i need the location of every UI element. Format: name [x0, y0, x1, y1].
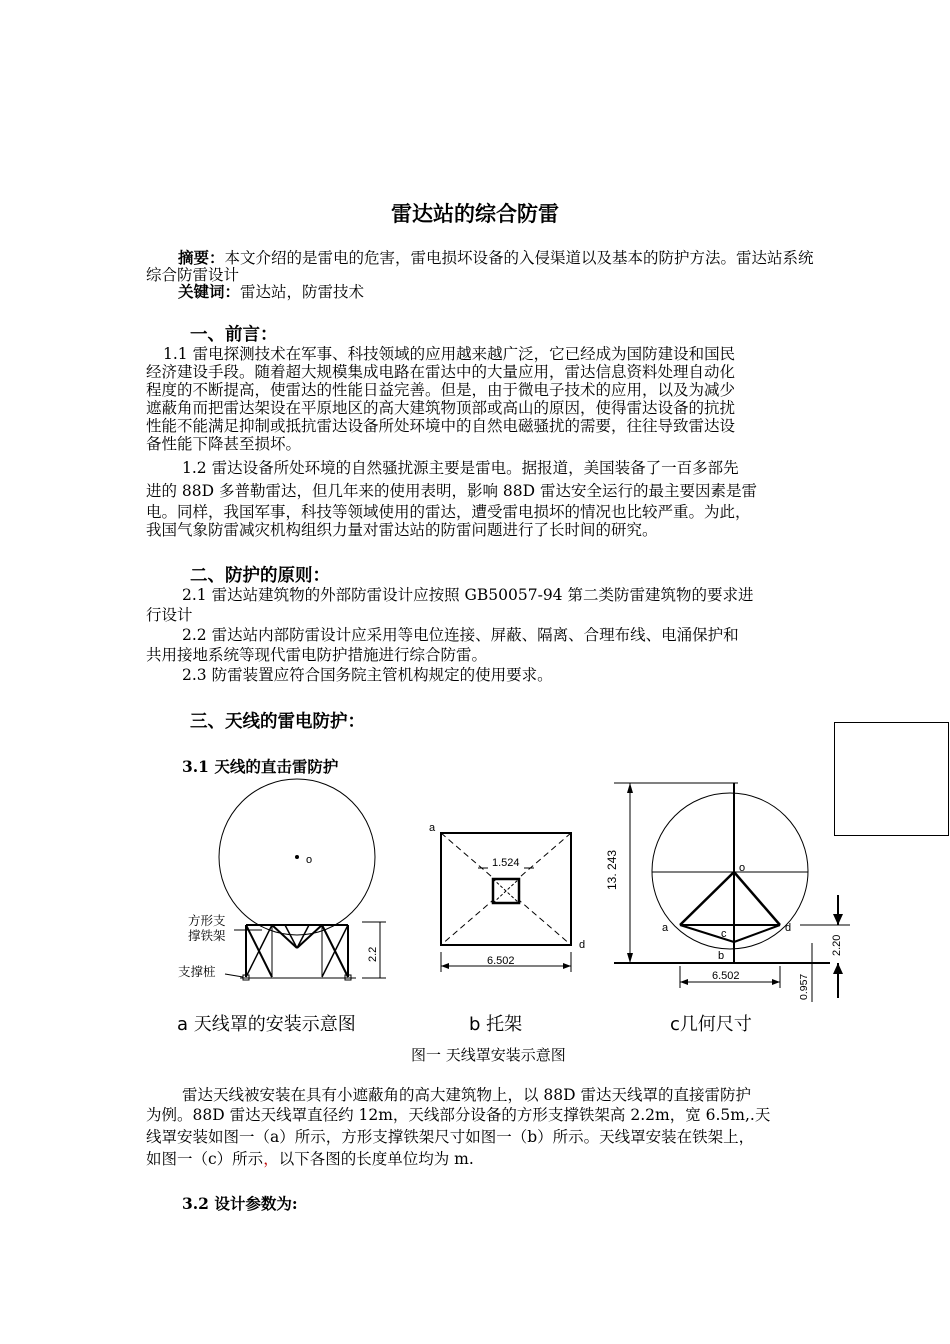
s1-p2-l1: 1.2 雷达设备所处环境的自然骚扰源主要是雷电。据报道，美国装备了一百多部先 [182, 459, 739, 477]
fig-c-a: a [662, 922, 669, 934]
fig-c-width: 6.502 [712, 970, 740, 982]
figure-c-geometry [605, 783, 850, 1002]
s2-p2-l1: 2.2 雷达站内部防雷设计应采用等电位连接、屏蔽、隔离、合理布线、电涌保护和 [182, 626, 739, 644]
s2-p1-l2: 行设计 [146, 606, 193, 624]
page-title: 雷达站的综合防雷 [391, 202, 559, 226]
fig-a-caption: a 天线罩的安装示意图 [177, 1014, 356, 1035]
s2-p3: 2.3 防雷装置应符合国务院主管机构规定的使用要求。 [182, 666, 553, 684]
fig-b-a: a [429, 822, 436, 834]
s3-p1-l4 [146, 1150, 474, 1168]
keywords-text: 雷达站，防雷技术 [240, 283, 365, 301]
fig-c-d: d [785, 922, 792, 934]
s3-p1-l4-b: 以下各图的长度单位均为 m. [278, 1150, 474, 1168]
fig-a-o: o [306, 854, 313, 866]
s3-p1-l1: 雷达天线被安装在具有小遮蔽角的高大建筑物上，以 88D 雷达天线罩的直接雷防护 [182, 1086, 752, 1104]
figure-b-bracket [429, 822, 585, 972]
fig-a-height: 2.2 [367, 946, 379, 962]
subsection-3-2: 3.2 设计参数为: [182, 1194, 298, 1213]
fig-c-o: o [739, 862, 746, 874]
s3-p1-l4-a: 如图一（c）所示 [146, 1150, 264, 1168]
abstract-line-2: 综合防雷设计 [146, 266, 240, 284]
keywords [178, 283, 364, 301]
s1-p2-l2: 进的 88D 多普勒雷达，但几年来的使用表明，影响 88D 雷达安全运行的最主要因素是雷 [146, 482, 758, 500]
fig-c-h2: 0.957 [798, 973, 810, 1000]
fig-b-d: d [579, 939, 586, 951]
s2-p2-l2: 共用接地系统等现代雷电防护措施进行综合防雷。 [146, 646, 488, 664]
fig-b-caption: b 托架 [469, 1014, 523, 1035]
figure-a-radome [178, 779, 386, 980]
s3-p1-l2: 为例。88D 雷达天线罩直径约 12m，天线部分设备的方形支撑铁架高 2.2m，宽 6.5m,.天 [146, 1106, 771, 1124]
fig-b-width: 6.502 [487, 955, 515, 967]
fig-c-caption: c几何尺寸 [670, 1014, 752, 1035]
section-3-heading: 三、天线的雷电防护： [190, 712, 365, 732]
s1-p1-l6: 备性能下降甚至损坏。 [146, 435, 302, 453]
s1-p1-l5: 性能不能满足抑制或抵抗雷达设备所处环境中的自然电磁骚扰的需要，往往导致雷达设 [146, 417, 736, 435]
fig-c-height: 13. 243 [605, 849, 619, 890]
s3-p1-l4-comma: ， [263, 1150, 279, 1168]
s2-p1-l1: 2.1 雷达站建筑物的外部防雷设计应按照 GB50057-94 第二类防雷建筑物的要求进 [182, 586, 754, 604]
fig-c-b: b [718, 950, 725, 962]
s1-p1-l3: 程度的不断提高，使雷达的性能日益完善。但是，由于微电子技术的应用，以及为减少 [146, 381, 736, 399]
fig-a-pile: 支撑桩 [178, 965, 216, 979]
figure-title: 图一 天线罩安装示意图 [411, 1046, 566, 1064]
subsection-3-1: 3.1 天线的直击雷防护 [182, 757, 339, 776]
section-2-heading: 二、防护的原则： [190, 566, 330, 586]
fig-c-h1: 2.20 [831, 934, 843, 956]
fig-b-inner: 1.524 [492, 857, 520, 869]
s1-p1-l1: 1.1 雷电探测技术在军事、科技领域的应用越来越广泛，它已经成为国防建设和国民 [163, 345, 736, 363]
s1-p2-l3: 电。同样，我国军事，科技等领域使用的雷达，遭受雷电损坏的情况也比较严重。为此， [146, 503, 751, 521]
section-1-heading: 一、前言： [190, 325, 278, 345]
fig-a-support-2: 撑铁架 [188, 929, 226, 943]
keywords-label: 关键词： [178, 282, 241, 301]
s3-p1-l3: 线罩安装如图一（a）所示，方形支撑铁架尺寸如图一（b）所示。天线罩安装在铁架上， [146, 1128, 755, 1146]
abstract-text: 本文介绍的是雷电的危害，雷电损坏设备的入侵渠道以及基本的防护方法。雷达站系统 [224, 249, 814, 267]
s1-p1-l4: 遮蔽角而把雷达架设在平原地区的高大建筑物顶部或高山的原因，使得雷达设备的抗扰 [146, 399, 736, 417]
s1-p1-l2: 经济建设手段。随着超大规模集成电路在雷达中的大量应用，雷达信息资料处理自动化 [146, 363, 736, 381]
antenna-figure [0, 770, 950, 1040]
abstract-line-1 [178, 249, 814, 267]
fig-a-support-1: 方形支 [188, 914, 226, 928]
abstract-label: 摘要： [178, 248, 225, 267]
s1-p2-l4: 我国气象防雷减灾机构组织力量对雷达站的防雷问题进行了长时间的研究。 [146, 521, 658, 539]
fig-c-c: c [721, 928, 727, 940]
